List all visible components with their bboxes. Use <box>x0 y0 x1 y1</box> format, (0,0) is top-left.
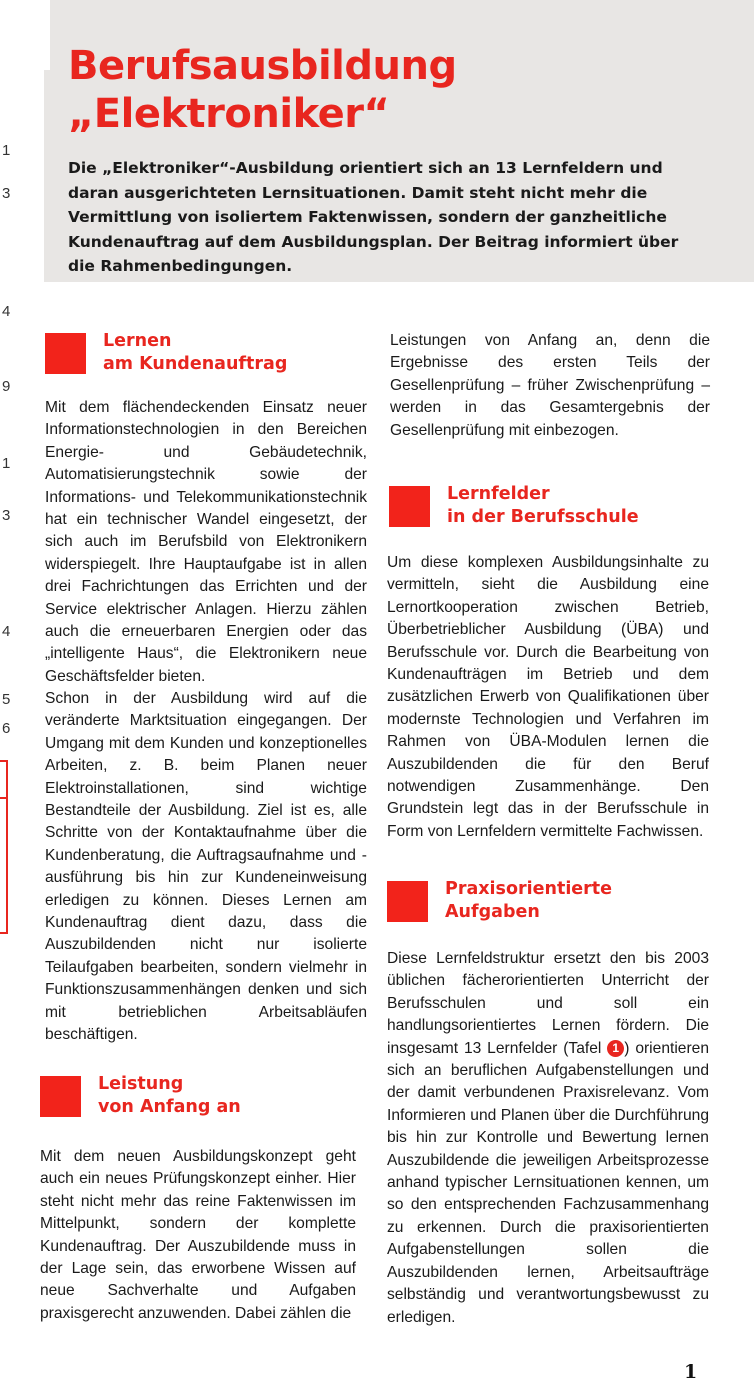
title-line-2: „Elektroniker“ <box>68 91 390 137</box>
page-number: 1 <box>684 1361 698 1383</box>
red-square-marker <box>389 486 430 527</box>
section-title-line: in der Berufsschule <box>447 506 639 527</box>
body-paragraph: Schon in der Ausbildung wird auf die veränderte Marktsituation eingegangen. Der Umgang mit dem Kunden und konzeptionelles Arbeiten, z. B. beim Planen neuer Elektroinstallationen, sind wichtige Bestandteile der Ausbildung. Ziel ist es, alle Schritte von der Kontaktaufnahme über die Kundenberatung, die Auftragsaufnahme und -ausführung bis hin zur Kundeneinweisung erledigen zu können. Dieses Lernen am Kundenauftrag dient dazu, dass die Auszubildenden nicht nur isolierte Teilaufgaben bearbeiten, sondern vielmehr in Funktionszusammenhängen denken und sich mit betrieblichen Arbeitsabläufen beschäftigen. <box>45 690 367 1044</box>
margin-number: 9 <box>2 378 11 395</box>
margin-number: 5 <box>2 691 11 708</box>
margin-number: 6 <box>2 720 11 737</box>
body-paragraph: Mit dem neuen Ausbildungskonzept geht auch ein neues Prüfungskonzept einher. Hier steht nicht mehr das reine Faktenwissen im Mittelpunkt, sondern der komplette Kundenauftrag. Der Auszubildende muss in der Lage sein, das erworbene Wissen auf neue Sachverhalte und Aufgaben praxisgerecht anzuwenden. Dabei zählen die <box>40 1148 356 1322</box>
margin-number: 1 <box>2 455 11 472</box>
margin-number: 3 <box>2 507 11 524</box>
body-paragraph: Mit dem flächendeckenden Einsatz neuer Informationstechnologien in den Bereichen Energie- und Gebäudetechnik, Automatisierungstechnik sowie der Informations- und Telekommunikationstechnik hat ein technischer Wandel eingesetzt, der sich auch im Berufsbild von Elektronikern widerspiegelt. Ihre Hauptaufgabe ist in allen drei Fachrichtungen das Errichten und der Service elektrischer Anlagen. Hierzu zählen auch die erneuerbaren Energien oder das „intelligente Haus“, die Elektronikern neue Geschäftsfelder bieten. <box>45 399 367 685</box>
red-square-marker <box>45 333 86 374</box>
tafel-reference-badge: 1 <box>607 1040 624 1057</box>
body-paragraph <box>387 948 709 1329</box>
body-text: Diese Lernfeldstruktur ersetzt den bis 2003 üblichen fächerorientierten Unterricht der Berufsschulen und soll ein handlungsorientiertes Lernen fördern. Die insgesamt 13 Lernfelder (Tafel <box>387 950 709 1057</box>
body-text: ) orientieren sich an beruflichen Aufgabenstellungen und der damit verbundenen Praxisrelevanz. Vom Informieren und Planen über die Durchführung bis hin zur Kontrolle und Bewertung lernen Auszubildende die jeweiligen Arbeitsprozesse anhand typischer Lernsituationen kennen, um so den entsprechenden Fachzusammenhang zu erkennen. Durch die praxisorientierten Aufgabenstellungen sollen die Auszubildenden lernen, Arbeitsaufträge selbständig und verantwortungsbewusst zu erledigen. <box>387 1039 709 1326</box>
margin-number: 3 <box>2 185 11 202</box>
margin-number: 4 <box>2 623 11 640</box>
title-line-1: Berufsausbildung <box>68 43 457 89</box>
section-title <box>447 483 727 528</box>
section-title-line: Aufgaben <box>445 901 540 922</box>
red-square-marker <box>40 1076 81 1117</box>
margin-red-rule <box>0 797 8 799</box>
body-paragraph: Um diese komplexen Ausbildungsinhalte zu vermitteln, sieht die Ausbildung eine Lernortkooperation zwischen Betrieb, Überbetrieblicher Ausbildung (ÜBA) und Berufsschule vor. Durch die Bearbeitung von Kundenaufträgen im Betrieb und dem zusätzlichen Erwerb von Qualifikationen über modernste Technologien und Verfahren im Rahmen von ÜBA-Modulen lernen die Auszubildenden die für den Beruf notwendigen Zusammenhänge. Den Grundstein legt das in der Berufsschule in Form von Lernfeldern vermittelte Fachwissen. <box>387 554 709 840</box>
section-title <box>103 330 383 375</box>
section-title-line: von Anfang an <box>98 1096 241 1117</box>
intro-paragraph: Die „Elektroniker“-Ausbildung orientiert sich an 13 Lernfeldern und daran ausgerichteten Lernsituationen. Damit steht nicht mehr die Vermittlung von isoliertem Faktenwissen, sondern der ganzheitliche Kundenauftrag auf dem Ausbildungsplan. Der Beitrag informiert über die Rahmenbedingungen. <box>68 159 679 275</box>
section-title <box>98 1073 378 1118</box>
red-square-marker <box>387 881 428 922</box>
margin-red-frame <box>0 760 8 934</box>
body-paragraph: Leistungen von Anfang an, denn die Ergebnisse des ersten Teils der Gesellenprüfung – früher Zwischenprüfung – werden in das Gesamtergebnis der Gesellenprüfung mit einbezogen. <box>390 332 710 439</box>
margin-number: 4 <box>2 303 11 320</box>
section-title <box>445 878 725 923</box>
header-notch <box>0 0 50 70</box>
margin-number: 1 <box>2 142 11 159</box>
section-title-line: Praxisorientierte <box>445 879 613 899</box>
section-title-line: am Kundenauftrag <box>103 353 288 374</box>
article-title <box>68 42 457 138</box>
section-title-line: Lernen <box>103 331 172 351</box>
section-title-line: Lernfelder <box>447 484 550 504</box>
section-title-line: Leistung <box>98 1074 184 1094</box>
